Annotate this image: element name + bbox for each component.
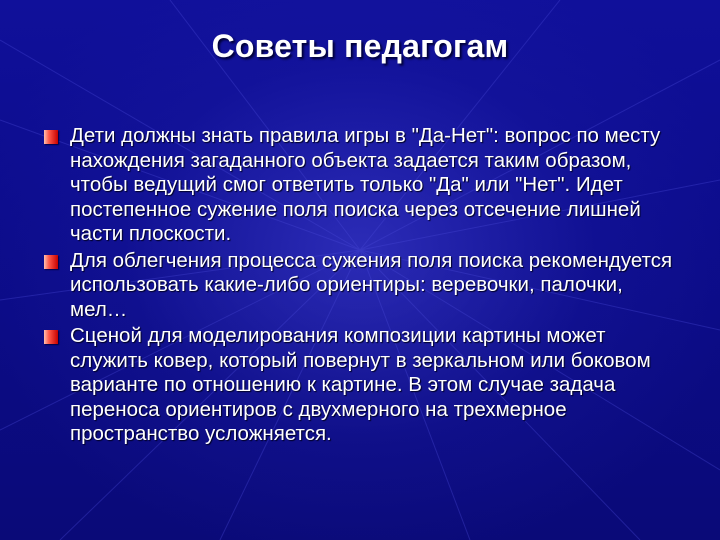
bullet-text: Сценой для моделирования композиции картины может служить ковер, который повернут в зеркальном или боковом варианте по отношению к картине. В этом случае задача переноса ориентиров с двухмерного на трехмерное пространство усложняется. xyxy=(70,324,651,445)
red-square-bullet-icon xyxy=(44,330,58,344)
red-square-bullet-icon xyxy=(44,255,58,269)
bullet-text: Для облегчения процесса сужения поля поиска рекомендуется использовать какие-либо ориентиры: веревочки, палочки, мел… xyxy=(70,248,673,321)
bullet-item xyxy=(44,124,684,247)
bullet-item xyxy=(44,324,684,447)
bullet-list xyxy=(44,124,684,449)
red-square-bullet-icon xyxy=(44,130,58,144)
bullet-item xyxy=(44,249,684,323)
bullet-text: Дети должны знать правила игры в "Да-Нет": вопрос по месту нахождения загаданного объекта задается таким образом, чтобы ведущий смог ответить только "Да" или "Нет". Идет постепенное сужение поля поиска через отсечение лишней части плоскости. xyxy=(70,124,661,245)
slide-title: Советы педагогам xyxy=(211,28,509,64)
